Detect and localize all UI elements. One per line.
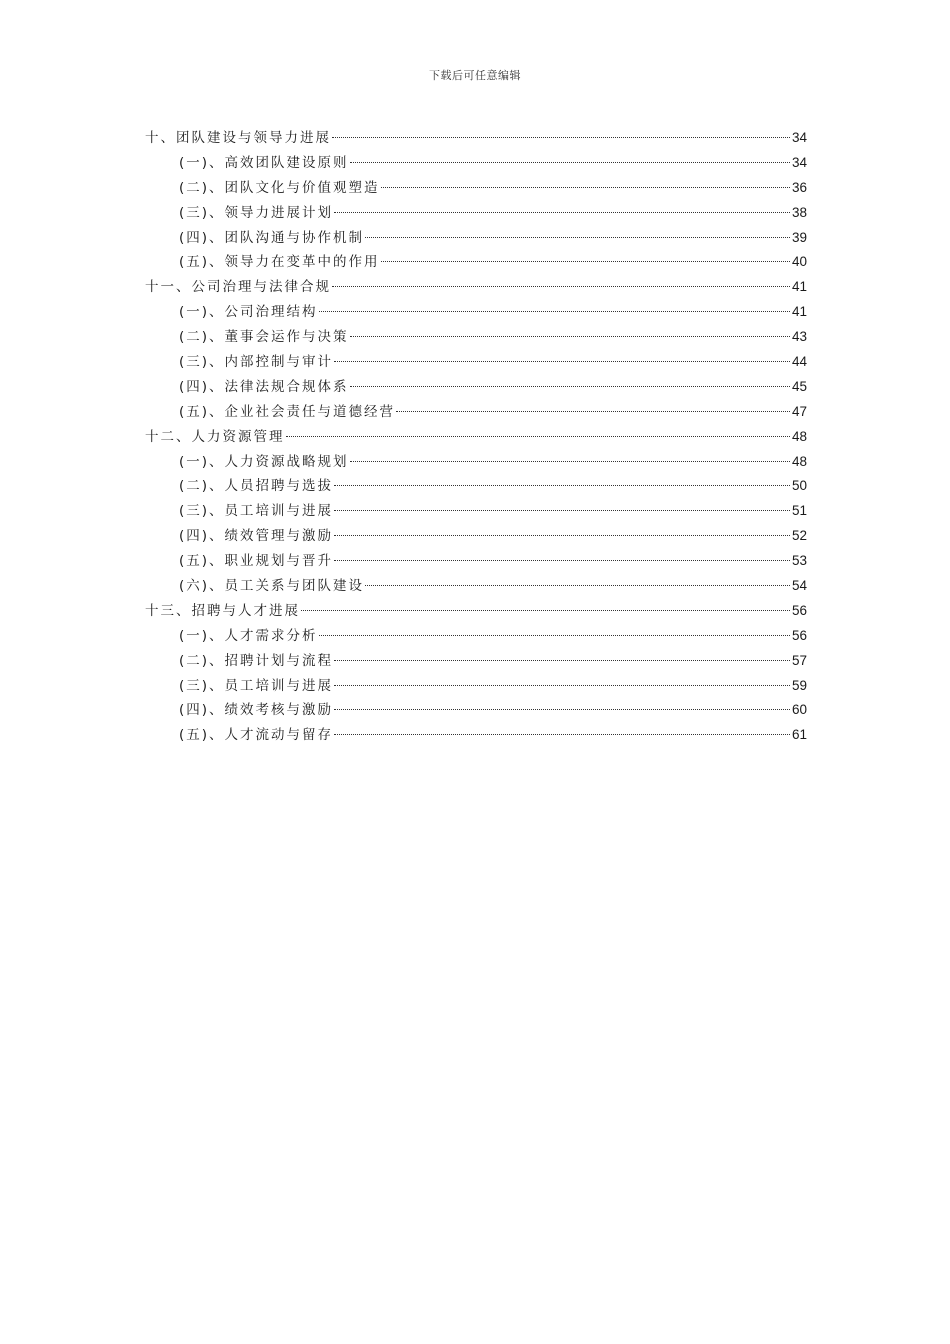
toc-entry-title: 十三、招聘与人才进展 xyxy=(145,602,300,619)
toc-dot-leader xyxy=(334,709,790,710)
toc-section-entry[interactable] xyxy=(145,350,807,375)
toc-dot-leader xyxy=(334,485,790,486)
toc-chapter-entry[interactable] xyxy=(145,599,807,624)
toc-dot-leader xyxy=(365,585,790,586)
toc-entry-title: (四)、绩效考核与激励 xyxy=(179,702,334,719)
toc-page-number: 56 xyxy=(791,627,807,643)
toc-page-number: 41 xyxy=(791,304,807,320)
toc-dot-leader xyxy=(332,137,790,138)
toc-dot-leader xyxy=(334,212,790,213)
toc-page-number: 48 xyxy=(791,428,807,444)
toc-dot-leader xyxy=(365,237,790,238)
toc-entry-title: (四)、法律法规合规体系 xyxy=(179,378,349,395)
toc-page-number: 59 xyxy=(791,677,807,693)
toc-section-entry[interactable] xyxy=(145,250,807,275)
toc-page-number: 38 xyxy=(791,204,807,220)
toc-entry-title: (二)、团队文化与价值观塑造 xyxy=(179,179,380,196)
toc-entry-title: (二)、董事会运作与决策 xyxy=(179,329,349,346)
toc-section-entry[interactable] xyxy=(145,723,807,748)
toc-entry-title: (五)、人才流动与留存 xyxy=(179,727,334,744)
toc-dot-leader xyxy=(350,336,790,337)
toc-page-number: 60 xyxy=(791,702,807,718)
toc-entry-title: (四)、绩效管理与激励 xyxy=(179,528,334,545)
toc-dot-leader xyxy=(334,660,790,661)
toc-page-number: 47 xyxy=(791,403,807,419)
toc-entry-title: (一)、高效团队建设原则 xyxy=(179,154,349,171)
toc-entry-title: 十二、人力资源管理 xyxy=(145,428,285,445)
toc-section-entry[interactable] xyxy=(145,574,807,599)
toc-dot-leader xyxy=(319,635,790,636)
toc-dot-leader xyxy=(334,361,790,362)
toc-entry-title: (一)、人力资源战略规划 xyxy=(179,453,349,470)
toc-dot-leader xyxy=(350,162,790,163)
toc-section-entry[interactable] xyxy=(145,698,807,723)
toc-section-entry[interactable] xyxy=(145,674,807,699)
toc-page-number: 53 xyxy=(791,553,807,569)
toc-entry-title: (五)、企业社会责任与道德经营 xyxy=(179,403,396,420)
toc-page-number: 50 xyxy=(791,478,807,494)
toc-entry-title: (三)、内部控制与审计 xyxy=(179,354,334,371)
toc-page-number: 56 xyxy=(791,602,807,618)
toc-page-number: 57 xyxy=(791,652,807,668)
toc-section-entry[interactable] xyxy=(145,300,807,325)
toc-page-number: 52 xyxy=(791,528,807,544)
toc-entry-title: (五)、领导力在变革中的作用 xyxy=(179,254,380,271)
toc-page-number: 51 xyxy=(791,503,807,519)
toc-dot-leader xyxy=(381,187,790,188)
toc-section-entry[interactable] xyxy=(145,325,807,350)
toc-page-number: 40 xyxy=(791,254,807,270)
toc-dot-leader xyxy=(319,311,790,312)
toc-section-entry[interactable] xyxy=(145,549,807,574)
toc-dot-leader xyxy=(286,436,790,437)
toc-section-entry[interactable] xyxy=(145,524,807,549)
toc-dot-leader xyxy=(334,510,790,511)
toc-page-number: 36 xyxy=(791,179,807,195)
toc-entry-title: (六)、员工关系与团队建设 xyxy=(179,578,365,595)
toc-page-number: 54 xyxy=(791,578,807,594)
toc-dot-leader xyxy=(301,610,790,611)
toc-page-number: 43 xyxy=(791,329,807,345)
toc-page-number: 44 xyxy=(791,354,807,370)
toc-chapter-entry[interactable] xyxy=(145,425,807,450)
toc-section-entry[interactable] xyxy=(145,450,807,475)
toc-entry-title: (二)、招聘计划与流程 xyxy=(179,652,334,669)
toc-dot-leader xyxy=(350,461,790,462)
toc-page-number: 34 xyxy=(791,130,807,145)
toc-entry-title: (四)、团队沟通与协作机制 xyxy=(179,229,365,246)
toc-section-entry[interactable] xyxy=(145,375,807,400)
toc-page-number: 48 xyxy=(791,453,807,469)
toc-dot-leader xyxy=(381,261,790,262)
toc-entry-title: (三)、员工培训与进展 xyxy=(179,677,334,694)
toc-section-entry[interactable] xyxy=(145,649,807,674)
toc-page-number: 34 xyxy=(791,154,807,170)
toc-section-entry[interactable] xyxy=(145,499,807,524)
toc-entry-title: (五)、职业规划与晋升 xyxy=(179,553,334,570)
toc-entry-title: (一)、人才需求分析 xyxy=(179,627,318,644)
toc-dot-leader xyxy=(334,734,790,735)
toc-section-entry[interactable] xyxy=(145,201,807,226)
table-of-contents xyxy=(145,126,807,748)
toc-section-entry[interactable] xyxy=(145,151,807,176)
toc-entry-title: (一)、公司治理结构 xyxy=(179,304,318,321)
toc-entry-title: (二)、人员招聘与选拔 xyxy=(179,478,334,495)
toc-chapter-entry[interactable] xyxy=(145,275,807,300)
toc-dot-leader xyxy=(332,286,790,287)
toc-dot-leader xyxy=(350,386,790,387)
toc-entry-title: 十一、公司治理与法律合规 xyxy=(145,279,331,296)
toc-entry-title: 十、团队建设与领导力进展 xyxy=(145,130,331,146)
toc-dot-leader xyxy=(334,535,790,536)
toc-chapter-entry[interactable] xyxy=(145,126,807,151)
toc-section-entry[interactable] xyxy=(145,474,807,499)
toc-section-entry[interactable] xyxy=(145,176,807,201)
toc-entry-title: (三)、领导力进展计划 xyxy=(179,204,334,221)
toc-page-number: 61 xyxy=(791,727,807,743)
toc-section-entry[interactable] xyxy=(145,226,807,251)
toc-entry-title: (三)、员工培训与进展 xyxy=(179,503,334,520)
toc-section-entry[interactable] xyxy=(145,400,807,425)
toc-page-number: 45 xyxy=(791,378,807,394)
toc-page-number: 39 xyxy=(791,229,807,245)
toc-dot-leader xyxy=(334,560,790,561)
toc-dot-leader xyxy=(396,411,790,412)
toc-section-entry[interactable] xyxy=(145,624,807,649)
toc-page-number: 41 xyxy=(791,279,807,295)
toc-dot-leader xyxy=(334,685,790,686)
page-header: 下载后可任意编辑 xyxy=(429,69,521,82)
